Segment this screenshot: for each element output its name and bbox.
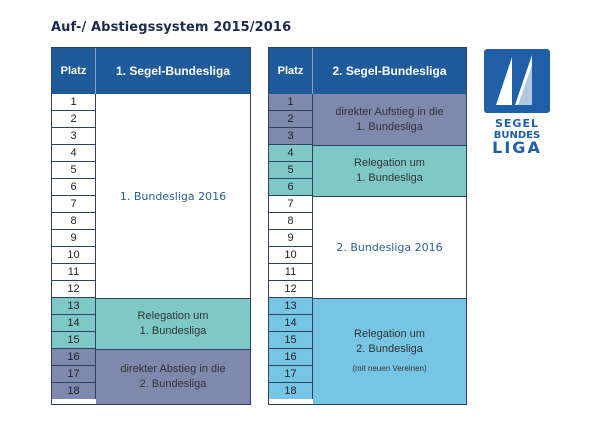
place-cell: 12: [269, 280, 312, 297]
zone-label-line2: 1. Bundesliga: [139, 325, 207, 337]
place-cell: 14: [269, 314, 312, 331]
place-cell: 17: [269, 365, 312, 382]
place-cell: 5: [52, 161, 95, 178]
zone-relegation: [96, 298, 250, 349]
table-2-segel-bundesliga: [268, 47, 467, 405]
place-column: [269, 94, 313, 399]
svg-text:SEGEL: SEGEL: [495, 117, 539, 130]
place-cell: 10: [52, 246, 95, 263]
place-cell: 5: [269, 161, 312, 178]
zone-label-line1: Relegation um: [354, 157, 425, 169]
place-cell: 9: [269, 229, 312, 246]
place-cell: 6: [269, 178, 312, 195]
zone-label: 2. Bundesliga 2016: [336, 241, 443, 254]
zone-relegation-2: [313, 298, 466, 404]
zone-label-line2: 1. Bundesliga: [356, 172, 423, 184]
place-cell: 16: [52, 348, 95, 365]
segel-bundesliga-logo: [482, 47, 552, 155]
header-platz: Platz: [269, 48, 313, 94]
place-cell: 9: [52, 229, 95, 246]
zone-league-2016: [96, 94, 250, 298]
page-title: Auf-/ Abstiegssystem 2015/2016: [51, 20, 292, 35]
zone-label-line2: 2. Bundesliga: [356, 343, 423, 355]
place-cell: 8: [269, 212, 312, 229]
header-league: 1. Segel-Bundesliga: [115, 64, 231, 78]
place-cell: 8: [52, 212, 95, 229]
place-cell: 13: [269, 297, 312, 314]
zone-note: (mit neuen Vereinen): [352, 364, 427, 373]
zone-label-line1: direkter Abstieg in die: [120, 363, 226, 375]
place-cell: 14: [52, 314, 95, 331]
place-cell: 1: [52, 94, 95, 110]
place-cell: 17: [52, 365, 95, 382]
place-cell: 4: [269, 144, 312, 161]
place-cell: 3: [52, 127, 95, 144]
zone-label-line1: Relegation um: [354, 328, 425, 340]
zone-label-line1: Relegation um: [137, 310, 209, 322]
header-platz: Platz: [52, 48, 96, 94]
place-cell: 13: [52, 297, 95, 314]
zone-league-2016: [313, 196, 466, 298]
zone-label-line1: direkter Aufstieg in die: [335, 105, 444, 118]
place-cell: 11: [52, 263, 95, 280]
zone-relegation-1: [313, 145, 466, 196]
place-cell: 7: [52, 195, 95, 212]
place-cell: 2: [52, 110, 95, 127]
place-cell: 7: [269, 195, 312, 212]
zone-label-line2: 1. Bundesliga: [356, 120, 423, 133]
zone-label-line2: 2. Bundesliga: [139, 378, 207, 390]
place-cell: 18: [52, 382, 95, 399]
zone-direct-relegation: [96, 349, 250, 404]
zone-direct-promotion: [313, 94, 466, 145]
place-cell: 12: [52, 280, 95, 297]
table-header: [269, 48, 466, 94]
place-cell: 15: [269, 331, 312, 348]
zone-label: 1. Bundesliga 2016: [119, 189, 227, 203]
place-cell: 16: [269, 348, 312, 365]
place-cell: 18: [269, 382, 312, 399]
place-cell: 10: [269, 246, 312, 263]
svg-text:LIGA: LIGA: [492, 138, 542, 155]
place-cell: 3: [269, 127, 312, 144]
place-cell: 2: [269, 110, 312, 127]
table-header: [52, 48, 250, 94]
place-cell: 11: [269, 263, 312, 280]
place-cell: 4: [52, 144, 95, 161]
header-league: 2. Segel-Bundesliga: [332, 64, 447, 78]
svg-text:BUNDES: BUNDES: [493, 130, 541, 141]
place-cell: 15: [52, 331, 95, 348]
place-cell: 1: [269, 94, 312, 110]
place-cell: 6: [52, 178, 95, 195]
table-1-segel-bundesliga: [51, 47, 251, 405]
place-column: [52, 94, 96, 399]
